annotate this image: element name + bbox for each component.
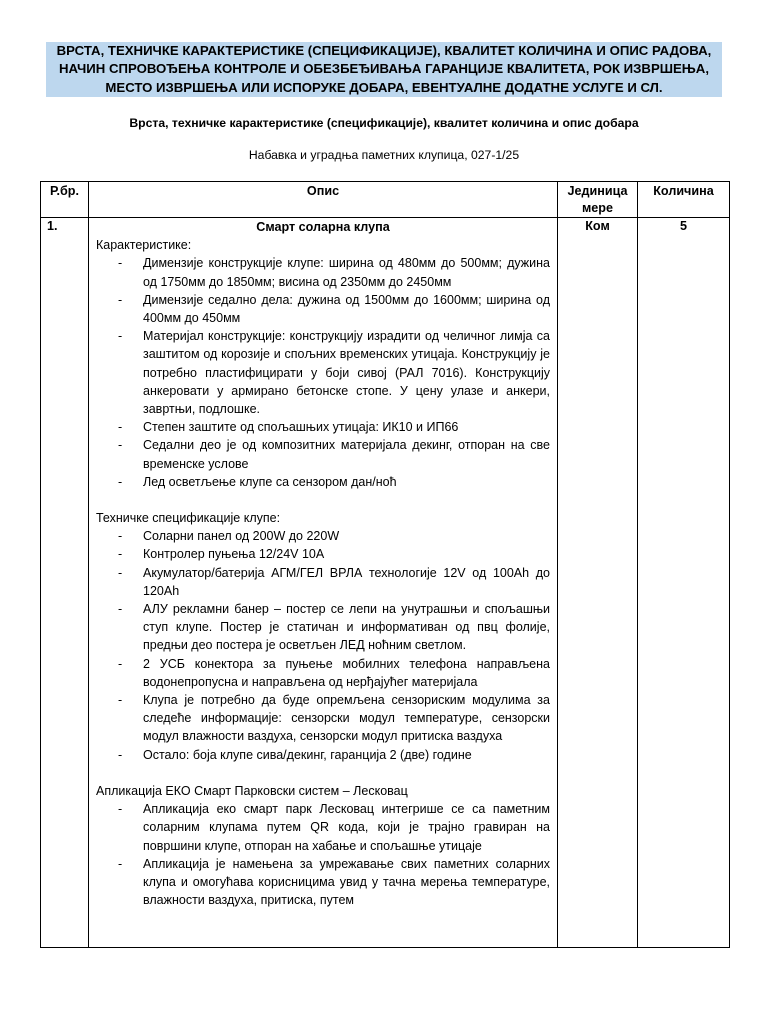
- section-heading: Апликација ЕКО Смарт Парковски систем – Лесковац: [96, 783, 408, 798]
- banner-line: МЕСТО ИЗВРШЕЊА ИЛИ ИСПОРУКЕ ДОБАРА, ЕВЕНТУАЛНЕ ДОДАТНЕ УСЛУГЕ И СЛ.: [105, 79, 663, 95]
- list-item: - Седални део је од композитних материјала декинг, отпоран на све временске услове: [96, 436, 550, 472]
- row-number: 1.: [41, 218, 89, 948]
- list-item: - Лед осветљење клупе са сензором дан/ноћ: [96, 473, 550, 491]
- list-item: - Остало: боја клупе сива/декинг, гаранција 2 (две) године: [96, 746, 550, 764]
- list-item: - Материјал конструкције: конструкцију израдити од челичног лимја са заштитом од корозије и спољних временских утицаја. Конструкцију је потребно пластифицирати у боји сивој (РАЛ 7016). Конструкцију анкеровати у армирано бетонске стопе. У цену улазе и анкери, завртњи, подлошке.: [96, 327, 550, 418]
- banner-line: НАЧИН СПРОВОЂЕЊА КОНТРОЛЕ И ОБЕЗБЕЂИВАЊА ГАРАНЦИЈЕ КВАЛИТЕТА, РОК ИЗВРШЕЊА,: [59, 61, 709, 77]
- section-technical-specs: [96, 509, 550, 764]
- section-characteristics: [96, 236, 550, 491]
- section-banner: [46, 42, 722, 97]
- section-application: [96, 782, 550, 909]
- section-heading: Техничке спецификације клупе:: [96, 511, 281, 526]
- specification-table: [40, 181, 730, 948]
- list-item: - Апликација еко смарт парк Лесковац интегрише се са паметним соларним клупама путем QR кода, који је трајно гравиран на површини клупе, отпоран на хабање и спољашње утицаје: [96, 800, 550, 855]
- procurement-title: Набавка и уградња паметних клупица, 027-1/25: [248, 148, 520, 162]
- list-item: - Степен заштите од спољашњих утицаја: ИК10 и ИП66: [96, 418, 550, 436]
- header-row-number: Р.бр.: [41, 182, 89, 218]
- header-unit: Јединица мере: [558, 182, 638, 218]
- table-row: [41, 218, 730, 948]
- list-item: - Димензије конструкције клупе: ширина од 480мм до 500мм; дужина од 1750мм до 1850мм; висина од 2350мм до 2450мм: [96, 254, 550, 290]
- list-item: - АЛУ рекламни банер – постер се лепи на унутрашњи и спољашњи ступ клупе. Постер је статичан и информативан од пвц фолије, предњи део постера је осветљен ЛЕД ноћним светлом.: [96, 600, 550, 655]
- section-heading: Карактеристике:: [96, 238, 192, 253]
- list-item: - 2 УСБ конектора за пуњење мобилних телефона направљена водонепропусна и направљена од нерђајућег материјала: [96, 655, 550, 691]
- document-subtitle: Врста, техничке карактеристике (спецификације), квалитет количина и опис добара: [129, 116, 639, 130]
- table-header-row: [41, 182, 730, 218]
- list-item: - Клупа је потребно да буде опремљена сензориским модулима за следеће информације: сензорски модул температуре, сензорски модул влажности ваздуха, сензорски модул притиска ваздуха: [96, 691, 550, 746]
- banner-line: ВРСТА, ТЕХНИЧКЕ КАРАКТЕРИСТИКЕ (СПЕЦИФИКАЦИЈЕ), КВАЛИТЕТ КОЛИЧИНА И ОПИС РАДОВА,: [56, 43, 712, 58]
- list-item: - Акумулатор/батерија АГМ/ГЕЛ ВРЛА технологије 12V од 100Ah до 120Ah: [96, 564, 550, 600]
- list-item: - Апликација је намењена за умрежавање свих паметних соларних клупа и омогућава корисницима увид у тачна мерења температуре, влажности ваздуха, притиска, путем: [96, 855, 550, 910]
- header-quantity: Количина: [638, 182, 730, 218]
- row-unit: Ком: [558, 218, 638, 948]
- item-title: Смарт соларна клупа: [256, 220, 390, 234]
- header-description: Опис: [89, 182, 558, 218]
- row-quantity: 5: [638, 218, 730, 948]
- list-item: - Димензије седално дела: дужина од 1500мм до 1600мм; ширина од 400мм до 450мм: [96, 291, 550, 327]
- row-description: [89, 218, 558, 948]
- list-item: - Контролер пуњења 12/24V 10A: [96, 545, 550, 563]
- list-item: - Соларни панел од 200W до 220W: [96, 527, 550, 545]
